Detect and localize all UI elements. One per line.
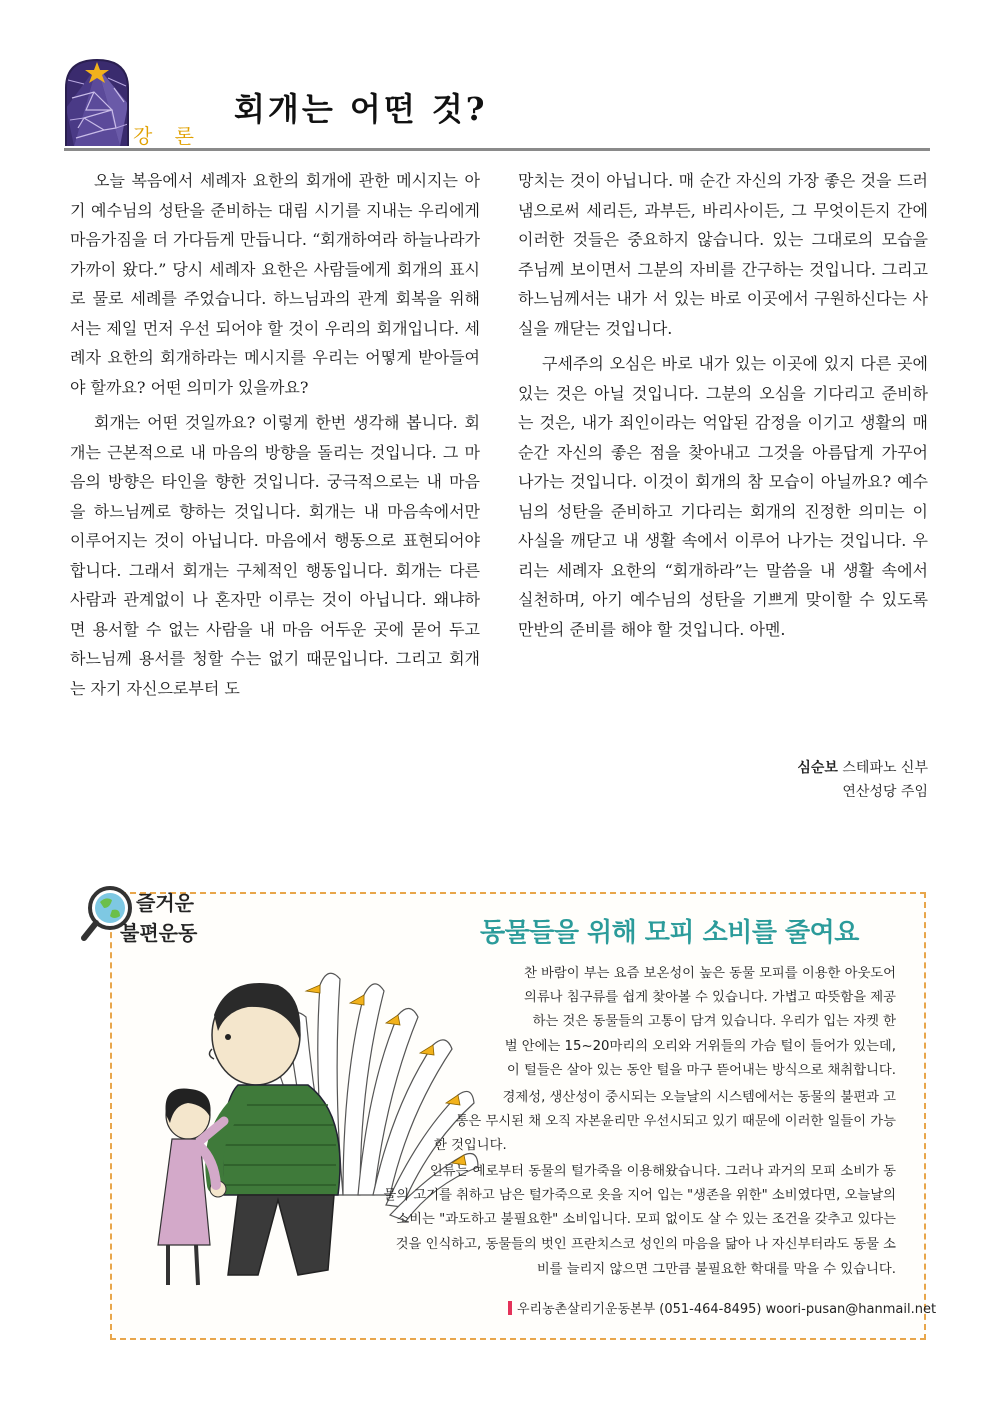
- author-name: 심순보: [797, 760, 838, 776]
- campaign-text-line: 이 털들은 살아 있는 동안 털을 마구 뜯어내는 방식으로 채취합니다.: [506, 1063, 896, 1078]
- campaign-text-line: 경제성, 생산성이 중시되는 오늘날의 시스템에서는 동물의 불편과 고: [502, 1090, 896, 1105]
- article-column-right: [518, 166, 928, 650]
- article-paragraph: 회개는 어떤 것일까요? 이렇게 한번 생각해 봅니다. 회개는 근본적으로 내 마음의 방향을 돌리는 것입니다. 그 마음의 방향은 타인을 향한 것입니다. 궁극적으로는 내 마음을 하느님께로 향하는 것입니다. 회개는 내 마음속에서만 이루어지는 것이 아닙니다. 마음에서 행동으로 표현되어야 합니다. 그래서 회개는 구체적인 행동입니다. 회개는 다른 사람과 관계없이 나 혼자만 이루는 것이 아닙니다. 왜냐하면 용서할 수 없는 사람을 내 마음 어두운 곳에 묻어 두고 하느님께 용서를 청할 수는 없기 때문입니다. 그리고 회개는 자기 자신으로부터 도: [70, 413, 480, 698]
- campaign-text-line: 한 것입니다.: [434, 1138, 507, 1153]
- section-label: 강 론: [133, 124, 202, 148]
- article-paragraph: 구세주의 오심은 바로 내가 있는 이곳에 있지 다른 곳에 있는 것은 아닐 것입니다. 그분의 오심을 기다리고 준비하는 것은, 내가 죄인이라는 억압된 감정을 이기고 생활의 매 순간 자신의 좋은 점을 찾아내고 그것을 아름답게 가꾸어 나가는 것입니다. 이것이 회개의 참 모습이 아닐까요? 예수님의 성탄을 준비하고 기다리는 회개의 진정한 의미는 이 사실을 깨닫고 내 생활 속에서 이루어 나가는 것입니다. 우리는 세례자 요한의 “회개하라”는 말씀을 내 생활 속에서 실천하며, 아기 예수님의 성탄을 기쁘게 맞이할 수 있도록 만반의 준비를 해야 할 것입니다. 아멘.: [518, 354, 928, 639]
- stained-glass-window-icon: [64, 58, 130, 146]
- article-paragraph: 오늘 복음에서 세례자 요한의 회개에 관한 메시지는 아기 예수님의 성탄을 준비하는 대림 시기를 지내는 우리에게 마음가짐을 더 가다듬게 만듭니다. “회개하여라 하늘나라가 가까이 왔다.” 당시 세례자 요한은 사람들에게 회개의 표시로 물로 세례를 주었습니다. 하느님과의 관계 회복을 위해서는 제일 먼저 우선 되어야 할 것이 우리의 회개입니다. 세례자 요한의 회개하라는 메시지를 우리는 어떻게 받아들여야 할까요? 어떤 의미가 있을까요?: [70, 171, 480, 397]
- campaign-text-line: 찬 바람이 부는 요즘 보온성이 높은 동물 모피를 이용한 아웃도어: [523, 966, 896, 981]
- page-title: 회개는 어떤 것?: [234, 90, 488, 128]
- byline: [600, 756, 928, 804]
- author-title: 스테파노 신부: [842, 760, 928, 776]
- article-paragraph: 망치는 것이 아닙니다. 매 순간 자신의 가장 좋은 것을 드러냄으로써 세리든, 과부든, 바리사이든, 그 무엇이든지 간에 이러한 것들은 중요하지 않습니다. 있는 그대로의 모습을 주님께 보이면서 그분의 자비를 간구하는 것입니다. 그리고 하느님께서는 내가 서 있는 바로 이곳에서 구원하신다는 사실을 깨닫는 것입니다.: [518, 171, 928, 338]
- campaign-contact: [508, 1298, 936, 1317]
- campaign-title: 동물들을 위해 모피 소비를 줄여요: [480, 918, 859, 948]
- campaign-text-line: 물의 고기를 취하고 남은 털가죽으로 옷을 지어 입는 "생존을 위한" 소비였다면, 오늘날의: [383, 1188, 896, 1203]
- campaign-contact-text: 우리농촌살리기운동본부 (051-464-8495) woori-pusan@hanmail.net: [517, 1302, 937, 1317]
- campaign-text-line: 의류나 침구류를 쉽게 찾아볼 수 있습니다. 가볍고 따뜻함을 제공: [523, 990, 896, 1005]
- campaign-text-line: 통은 무시된 채 오직 자본윤리만 우선시되고 있기 때문에 이러한 일들이 가능: [455, 1114, 896, 1129]
- campaign-text-line: 비를 늘리지 않으면 그만큼 불필요한 학대를 막을 수 있습니다.: [536, 1262, 896, 1277]
- campaign-text-line: 하는 것은 동물들의 고통이 담겨 있습니다. 우리가 입는 자켓 한: [532, 1014, 896, 1029]
- campaign-logo-text: 즐거운: [136, 891, 194, 915]
- campaign-text-line: 것을 인식하고, 동물들의 벗인 프란치스코 성인의 마음을 닮아 나 자신부터라도 동물 소: [395, 1237, 896, 1252]
- accent-bar: [508, 1301, 512, 1315]
- article-column-left: [70, 166, 480, 709]
- author-role: 연산성당 주임: [842, 784, 928, 800]
- campaign-text-line: 벌 안에는 15~20마리의 오리와 거위들의 가슴 털이 들어가 있는데,: [504, 1039, 896, 1054]
- illustration-man-child-geese: [128, 945, 508, 1310]
- header-divider: [64, 148, 930, 151]
- campaign-logo-text: 불편운동: [120, 921, 198, 945]
- campaign-text-line: 소비는 "과도하고 불필요한" 소비입니다. 모피 없이도 살 수 있는 조건을 갖추고 있다는: [396, 1212, 896, 1227]
- campaign-text-line: 인류는 예로부터 동물의 털가죽을 이용해왔습니다. 그러나 과거의 모피 소비가 동: [429, 1164, 896, 1179]
